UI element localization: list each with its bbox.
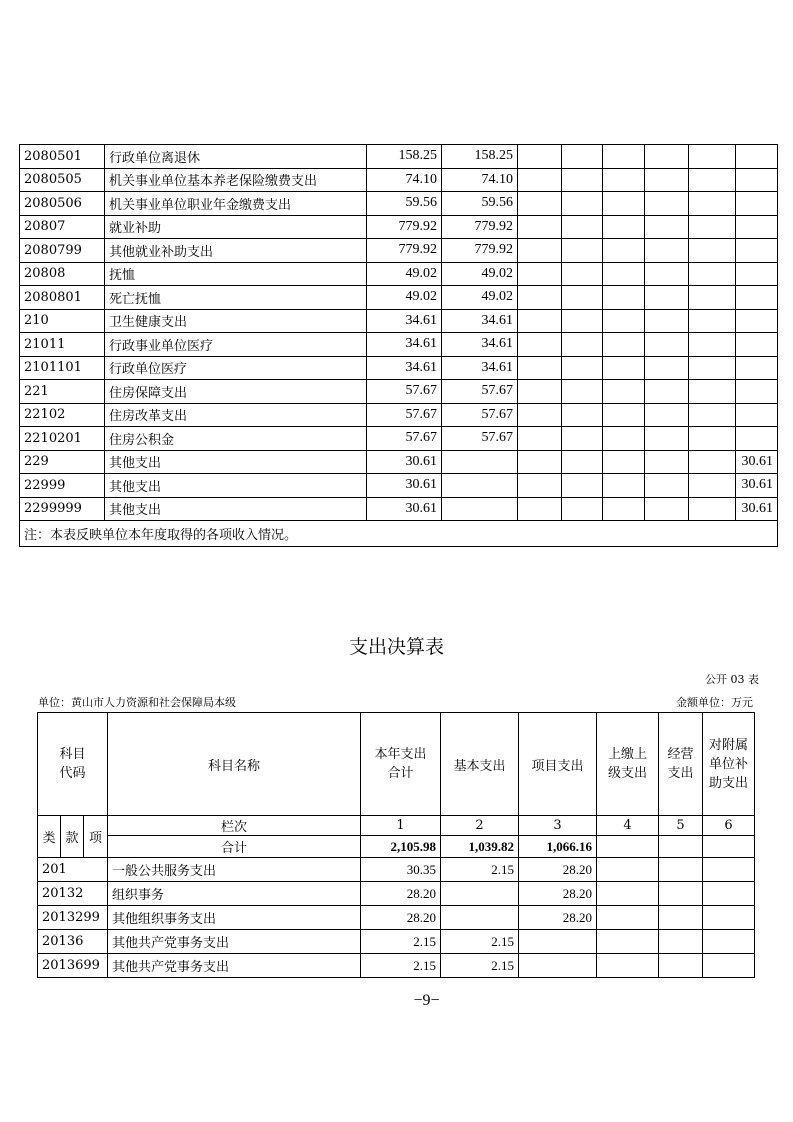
row-name: 其他就业补助支出 xyxy=(105,239,367,263)
row-code: 2299999 xyxy=(20,497,105,521)
table-row xyxy=(38,930,755,954)
col-index-4: 4 xyxy=(597,816,659,836)
row-code: 2080801 xyxy=(20,286,105,310)
row-other xyxy=(736,239,778,263)
lanci-label: 栏次 xyxy=(108,816,361,836)
row-code: 20807 xyxy=(20,215,105,239)
row-code: 2013699 xyxy=(38,954,108,978)
col-index-3: 3 xyxy=(519,816,597,836)
row-code: 2080799 xyxy=(20,239,105,263)
row-total: 49.02 xyxy=(367,262,442,286)
table-row xyxy=(38,858,755,882)
row-basic: 34.61 xyxy=(442,333,518,357)
table-row xyxy=(20,145,778,169)
row-project: 28.20 xyxy=(519,882,597,906)
row-other xyxy=(736,286,778,310)
table-row xyxy=(20,309,778,333)
table-number: 公开 03 表 xyxy=(705,673,759,686)
row-name: 其他共产党事务支出 xyxy=(108,954,361,978)
note-row xyxy=(20,521,778,547)
sum-project: 1,066.16 xyxy=(519,836,597,858)
row-basic xyxy=(442,497,518,521)
table-row xyxy=(20,403,778,427)
row-basic: 34.61 xyxy=(442,356,518,380)
row-total: 57.67 xyxy=(367,427,442,451)
table-row xyxy=(20,427,778,451)
row-total: 57.67 xyxy=(367,403,442,427)
header-row xyxy=(38,713,755,816)
row-total: 34.61 xyxy=(367,333,442,357)
row-basic: 158.25 xyxy=(442,145,518,169)
row-project xyxy=(519,954,597,978)
sum-row xyxy=(38,836,755,858)
row-code: 22999 xyxy=(20,474,105,498)
header-total: 本年支出合计 xyxy=(361,713,441,816)
row-name: 机关事业单位基本养老保险缴费支出 xyxy=(105,168,367,192)
row-other xyxy=(736,427,778,451)
col-index-1: 1 xyxy=(361,816,441,836)
row-other xyxy=(736,192,778,216)
row-total: 158.25 xyxy=(367,145,442,169)
row-basic: 57.67 xyxy=(442,403,518,427)
sum-basic: 1,039.82 xyxy=(441,836,519,858)
row-code: 22102 xyxy=(20,403,105,427)
row-total: 57.67 xyxy=(367,380,442,404)
row-code: 20136 xyxy=(38,930,108,954)
row-other xyxy=(736,262,778,286)
row-name: 组织事务 xyxy=(108,882,361,906)
row-name: 其他支出 xyxy=(105,497,367,521)
col-index-6: 6 xyxy=(703,816,755,836)
row-name: 其他组织事务支出 xyxy=(108,906,361,930)
row-basic xyxy=(441,882,519,906)
row-basic: 49.02 xyxy=(442,262,518,286)
row-name: 住房保障支出 xyxy=(105,380,367,404)
row-name: 死亡抚恤 xyxy=(105,286,367,310)
row-name: 抚恤 xyxy=(105,262,367,286)
row-total: 49.02 xyxy=(367,286,442,310)
row-name: 行政事业单位医疗 xyxy=(105,333,367,357)
row-total: 30.61 xyxy=(367,474,442,498)
row-total: 779.92 xyxy=(367,239,442,263)
table-row xyxy=(20,450,778,474)
page-number: −9− xyxy=(413,992,440,1009)
header-xiang: 项 xyxy=(84,816,108,858)
row-code: 229 xyxy=(20,450,105,474)
header-upper: 上缴上级支出 xyxy=(597,713,659,816)
header-kuan: 款 xyxy=(61,816,84,858)
row-name: 卫生健康支出 xyxy=(105,309,367,333)
row-other xyxy=(736,403,778,427)
table-row xyxy=(20,333,778,357)
row-code: 2080505 xyxy=(20,168,105,192)
row-name: 其他共产党事务支出 xyxy=(108,930,361,954)
table-row xyxy=(20,215,778,239)
header-subsidy: 对附属单位补助支出 xyxy=(703,713,755,816)
row-name: 其他支出 xyxy=(105,450,367,474)
row-other xyxy=(736,145,778,169)
row-project: 28.20 xyxy=(519,906,597,930)
table-row xyxy=(38,906,755,930)
row-basic: 57.67 xyxy=(442,380,518,404)
header-code: 科目代码 xyxy=(38,713,108,816)
row-total: 2.15 xyxy=(361,954,441,978)
row-basic: 2.15 xyxy=(441,954,519,978)
row-project xyxy=(519,930,597,954)
row-total: 2.15 xyxy=(361,930,441,954)
table-row xyxy=(20,474,778,498)
row-other xyxy=(736,356,778,380)
row-basic: 34.61 xyxy=(442,309,518,333)
row-name: 其他支出 xyxy=(105,474,367,498)
table-row xyxy=(20,168,778,192)
row-code: 2210201 xyxy=(20,427,105,451)
expenditure-title: 支出决算表 xyxy=(348,636,444,658)
row-total: 34.61 xyxy=(367,309,442,333)
row-total: 30.35 xyxy=(361,858,441,882)
col-index-5: 5 xyxy=(659,816,703,836)
row-basic: 779.92 xyxy=(442,215,518,239)
row-other xyxy=(736,168,778,192)
row-basic: 74.10 xyxy=(442,168,518,192)
sum-total: 2,105.98 xyxy=(361,836,441,858)
row-project: 28.20 xyxy=(519,858,597,882)
row-basic xyxy=(442,474,518,498)
row-basic: 59.56 xyxy=(442,192,518,216)
row-name: 住房改革支出 xyxy=(105,403,367,427)
row-basic: 2.15 xyxy=(441,930,519,954)
table-row xyxy=(20,192,778,216)
row-code: 20808 xyxy=(20,262,105,286)
row-name: 一般公共服务支出 xyxy=(108,858,361,882)
row-basic: 49.02 xyxy=(442,286,518,310)
row-name: 行政单位医疗 xyxy=(105,356,367,380)
column-index-row xyxy=(38,816,755,836)
header-project: 项目支出 xyxy=(519,713,597,816)
row-other: 30.61 xyxy=(736,450,778,474)
row-basic: 779.92 xyxy=(442,239,518,263)
table-row xyxy=(20,497,778,521)
amount-unit: 金额单位：万元 xyxy=(676,696,753,709)
header-name: 科目名称 xyxy=(108,713,361,816)
row-code: 221 xyxy=(20,380,105,404)
row-name: 就业补助 xyxy=(105,215,367,239)
income-table-continued xyxy=(19,144,778,547)
row-other xyxy=(736,380,778,404)
row-code: 2101101 xyxy=(20,356,105,380)
col-index-2: 2 xyxy=(441,816,519,836)
row-name: 行政单位离退休 xyxy=(105,145,367,169)
row-name: 住房公积金 xyxy=(105,427,367,451)
table-row xyxy=(38,954,755,978)
table-row xyxy=(20,286,778,310)
row-code: 210 xyxy=(20,309,105,333)
row-other xyxy=(736,333,778,357)
row-code: 20132 xyxy=(38,882,108,906)
table-row xyxy=(20,356,778,380)
header-basic: 基本支出 xyxy=(441,713,519,816)
row-code: 2080506 xyxy=(20,192,105,216)
row-basic xyxy=(441,906,519,930)
row-total: 28.20 xyxy=(361,882,441,906)
row-other xyxy=(736,309,778,333)
row-basic xyxy=(442,450,518,474)
reporting-unit: 单位：黄山市人力资源和社会保障局本级 xyxy=(38,696,236,709)
row-total: 30.61 xyxy=(367,497,442,521)
table-row xyxy=(20,262,778,286)
row-total: 59.56 xyxy=(367,192,442,216)
row-basic: 57.67 xyxy=(442,427,518,451)
row-other: 30.61 xyxy=(736,474,778,498)
header-business: 经营支出 xyxy=(659,713,703,816)
row-other: 30.61 xyxy=(736,497,778,521)
row-name: 机关事业单位职业年金缴费支出 xyxy=(105,192,367,216)
row-total: 34.61 xyxy=(367,356,442,380)
table-row xyxy=(38,882,755,906)
row-code: 2013299 xyxy=(38,906,108,930)
row-total: 28.20 xyxy=(361,906,441,930)
table-note: 注：本表反映单位本年度取得的各项收入情况。 xyxy=(20,521,778,547)
expenditure-table xyxy=(37,712,755,978)
row-code: 201 xyxy=(38,858,108,882)
row-other xyxy=(736,215,778,239)
table-row xyxy=(20,239,778,263)
row-total: 779.92 xyxy=(367,215,442,239)
row-basic: 2.15 xyxy=(441,858,519,882)
header-lei: 类 xyxy=(38,816,61,858)
sum-label: 合计 xyxy=(108,836,361,858)
row-total: 74.10 xyxy=(367,168,442,192)
row-total: 30.61 xyxy=(367,450,442,474)
table-row xyxy=(20,380,778,404)
row-code: 2080501 xyxy=(20,145,105,169)
row-code: 21011 xyxy=(20,333,105,357)
